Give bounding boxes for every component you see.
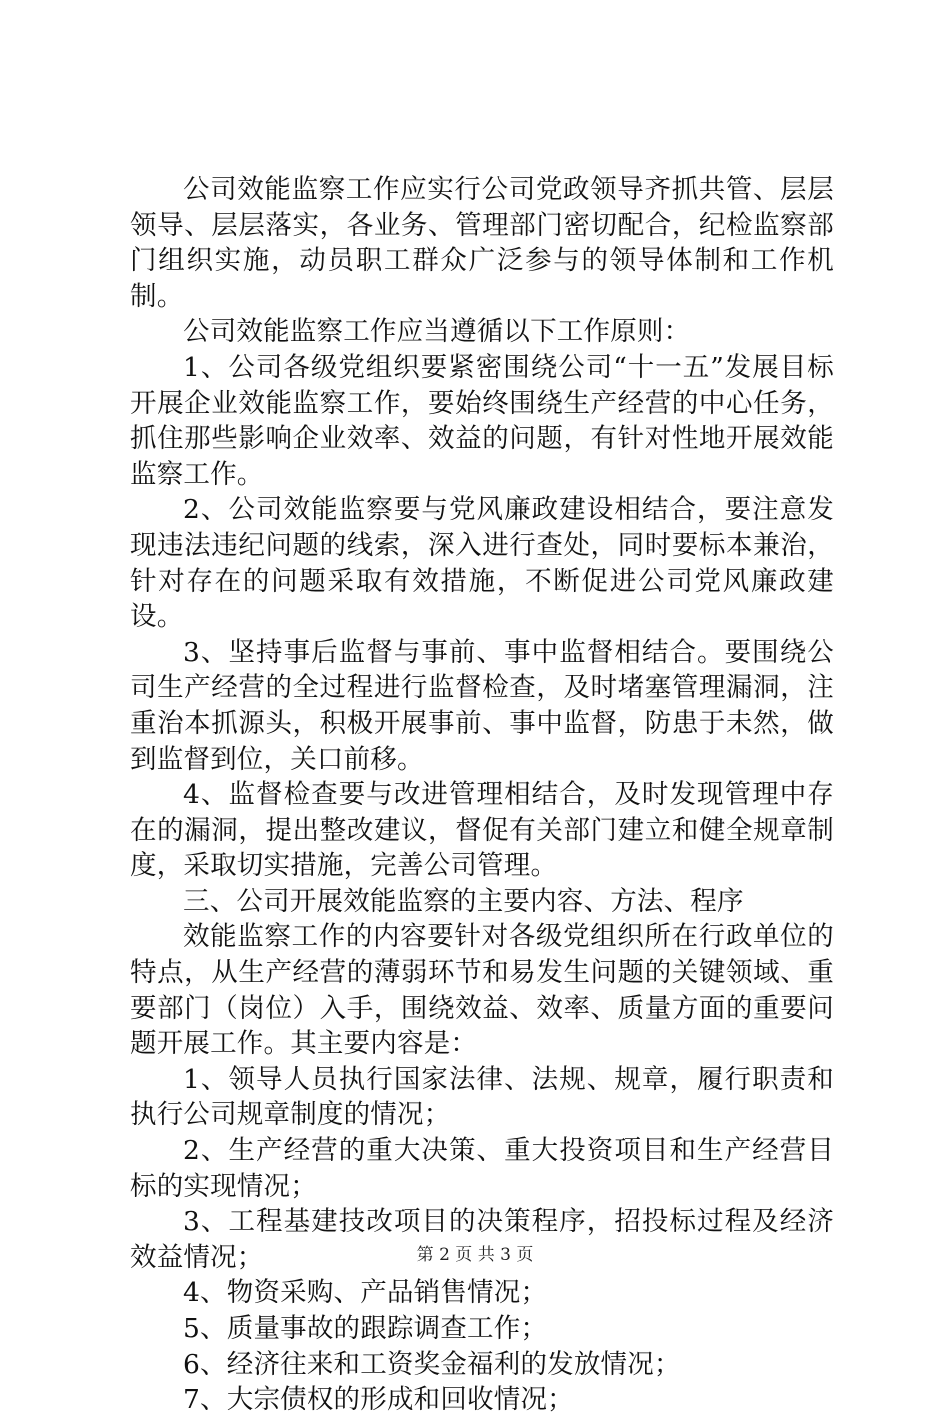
paragraph-principle-3: 3、坚持事后监督与事前、事中监督相结合。要围绕公司生产经营的全过程进行监督检查，及时堵塞管理漏洞，注重治本抓源头，积极开展事前、事中监督，防患于未然，做到监督到位，关口前移。 (130, 636, 834, 775)
list-item-2: 2、生产经营的重大决策、重大投资项目和生产经营目标的实现情况； (130, 1135, 834, 1202)
paragraph-principle-4: 4、监督检查要与改进管理相结合，及时发现管理中存在的漏洞，提出整改建议，督促有关部门建立和健全规章制度，采取切实措施，完善公司管理。 (130, 779, 834, 882)
paragraph-principle-2: 2、公司效能监察要与党风廉政建设相结合，要注意发现违法违纪问题的线索，深入进行查处，同时要标本兼治，针对存在的问题采取有效措施，不断促进公司党风廉政建设。 (130, 494, 834, 633)
list-item-3: 3、工程基建技改项目的决策程序，招投标过程及经济效益情况； (130, 1206, 834, 1273)
list-item-7: 7、大宗债权的形成和回收情况； (183, 1384, 574, 1416)
list-item-4: 4、物资采购、产品销售情况； (183, 1277, 548, 1309)
paragraph-leadership-system: 公司效能监察工作应实行公司党政领导齐抓共管、层层领导、层层落实，各业务、管理部门密切配合，纪检监察部门组织实施，动员职工群众广泛参与的领导体制和工作机制。 (130, 174, 834, 312)
list-item-6: 6、经济往来和工资奖金福利的发放情况； (183, 1348, 681, 1380)
list-item-1: 1、领导人员执行国家法律、法规、规章，履行职责和执行公司规章制度的情况； (130, 1063, 834, 1131)
document-body (130, 172, 834, 1418)
paragraph-principle-1: 1、公司各级党组织要紧密围绕公司“十一五”发展目标开展企业效能监察工作，要始终围绕生产经营的中心任务，抓住那些影响企业效率、效益的问题，有针对性地开展效能监察工作。 (130, 351, 834, 490)
paragraph-principles-intro: 公司效能监察工作应当遵循以下工作原则： (183, 316, 691, 348)
section-heading-3: 三、公司开展效能监察的主要内容、方法、程序 (183, 885, 744, 917)
paragraph-content-intro: 效能监察工作的内容要针对各级党组织所在行政单位的特点，从生产经营的薄弱环节和易发生问题的关键领域、重要部门（岗位）入手，围绕效益、效率、质量方面的重要问题开展工作。其主要内容是： (130, 921, 834, 1060)
list-item-5: 5、质量事故的跟踪调查工作； (183, 1313, 548, 1344)
page-number-footer: 第 2 页 共 3 页 (416, 1245, 534, 1265)
